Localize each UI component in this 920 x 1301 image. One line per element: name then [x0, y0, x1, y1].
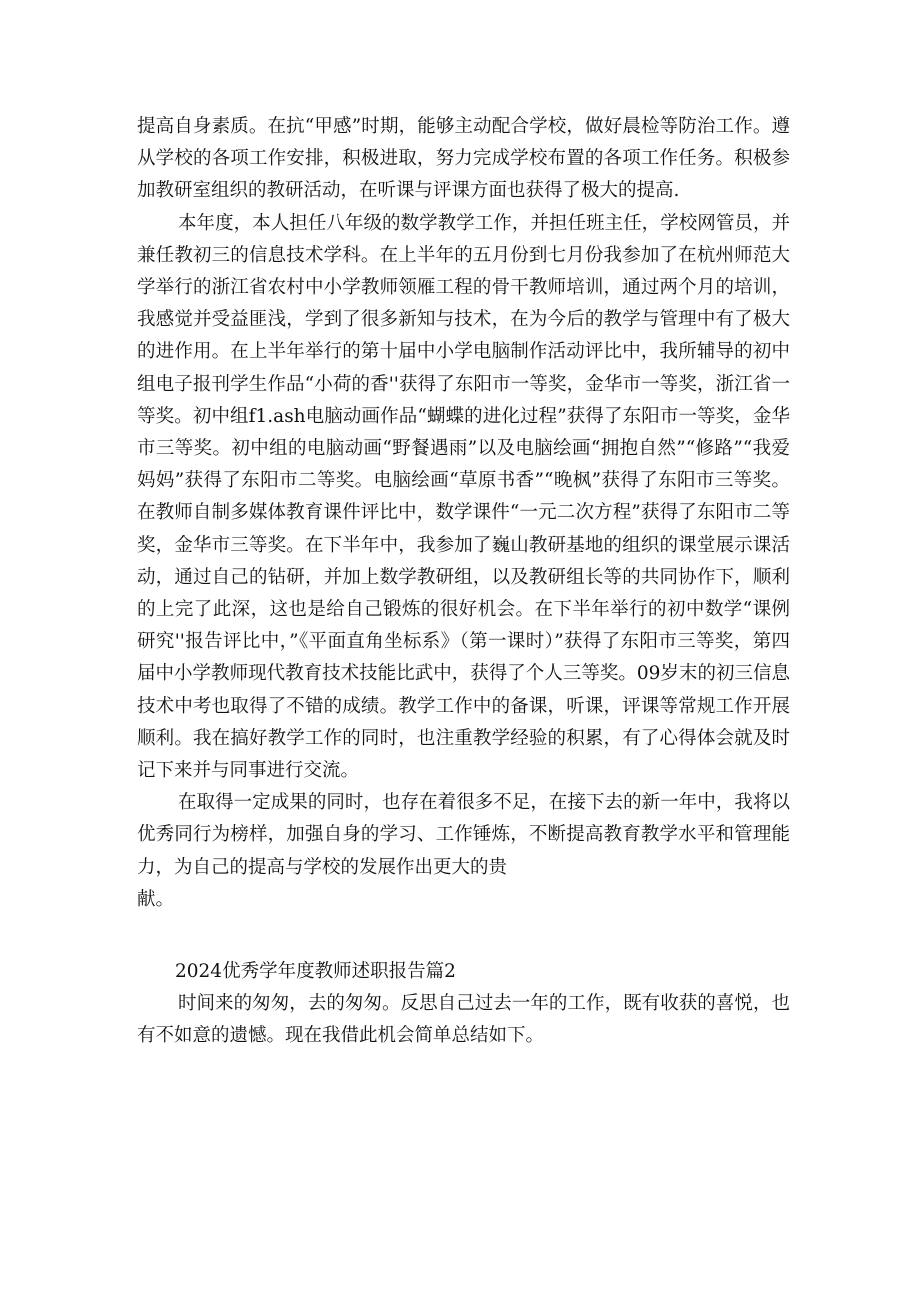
document-body — [137, 111, 790, 1052]
paragraph-reflection: 时间来的匆匆，去的匆匆。反思自己过去一年的工作，既有收获的喜悦，也有不如意的遗憾。现在我借此机会简单总结如下。 — [137, 993, 790, 1047]
paragraph-ending: 献。 — [137, 888, 175, 910]
paragraph-annual-work: 本年度，本人担任八年级的数学教学工作，并担任班主任，学校网管员，并兼任教初三的信息技术学科。在上半年的五月份到七月份我参加了在杭州师范大学举行的浙江省农村中小学教师领雁工程的骨干教师培训，通过两个月的培训，我感觉并受益匪浅，学到了很多新知与技术，在为今后的教学与管理中有了极大的进作用。在上半年举行的第十届中小学电脑制作活动评比中，我所辅导的初中组电子报刊学生作品“小荷的香''获得了东阳市一等奖，金华市一等奖，浙江省一等奖。初中组f1.ash电脑动画作品“蝴蝶的进化过程”获得了东阳市一等奖，金华市三等奖。初中组的电脑动画“野餐遇雨”以及电脑绘画“拥抱自然”“修路”“我爱妈妈”获得了东阳市二等奖。电脑绘画“草原书香”“晚枫”获得了东阳市三等奖。在教师自制多媒体教育课件评比中，数学课件“一元二次方程”获得了东阳市二等奖，金华市三等奖。在下半年中，我参加了巍山教研基地的组织的课堂展示课活动，通过自己的钻研，并加上数学教研组，以及教研组长等的共同协作下，顺利的上完了此深，这也是给自己锻炼的很好机会。在下半年举行的初中数学“课例研究''报告评比中，”《平面直角坐标系》（第一课时）”获得了东阳市三等奖，第四届中小学教师现代教育技术技能比武中，获得了个人三等奖。09岁末的初三信息技术中考也取得了不错的成绩。教学工作中的备课，听课，评课等常规工作开展顺利。我在搞好教学工作的同时，也注重教学经验的积累，有了心得体会就及时记下来并与同事进行交流。 — [137, 212, 790, 782]
section-heading: 2024优秀学年度教师述职报告篇2 — [175, 961, 456, 983]
section-spacer — [137, 916, 790, 956]
paragraph-self-improvement: 提高自身素质。在抗“甲感”时期，能够主动配合学校，做好晨检等防治工作。遵从学校的各项工作安排，积极进取，努力完成学校布置的各项工作任务。积极参加教研室组织的教研活动，在听课与评课方面也获得了极大的提高. — [137, 116, 790, 202]
paragraph-shortcomings: 在取得一定成果的同时，也存在着很多不足，在接下去的新一年中，我将以优秀同行为榜样，加强自身的学习、工作锤炼，不断提高教育教学水平和管理能力，为自己的提高与学校的发展作出更大的贵 — [137, 792, 790, 878]
